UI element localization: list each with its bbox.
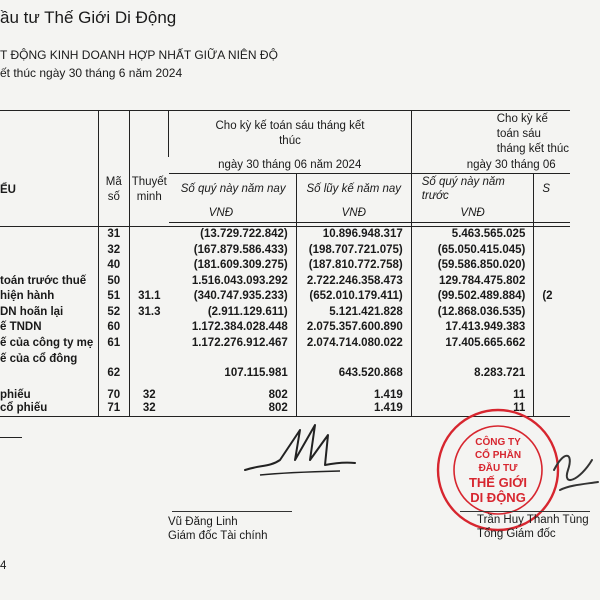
- ceo-name: Trần Huy Thanh Tùng: [477, 514, 589, 526]
- cfo-signature-line: [172, 511, 292, 512]
- row-label: ế của công ty mẹ: [0, 336, 94, 349]
- row-q-prior: 8.283.721: [411, 351, 534, 379]
- row-code: 62: [98, 351, 129, 379]
- prior-period-group-header: Cho kỳ kế toán sáu tháng kết thúc: [411, 111, 570, 158]
- row-q-current: 1.172.276.912.467: [191, 336, 288, 349]
- row-label: hiện hành: [0, 290, 55, 303]
- unit-ytd-current: VNĐ: [296, 204, 411, 223]
- ytd-current-header: Số lũy kế năm nay: [296, 174, 411, 205]
- q-prior-header: Số quý này năm trước: [411, 174, 534, 205]
- stamp-line-5: DI ĐỘNG: [470, 490, 526, 505]
- cfo-title: Giám đốc Tài chính: [168, 530, 268, 542]
- company-name: ầu tư Thế Giới Di Động: [0, 8, 177, 27]
- row-note: 32: [129, 401, 168, 417]
- cfo-name: Vũ Đăng Linh: [168, 516, 238, 528]
- row-q-prior: (65.050.415.045): [411, 242, 534, 258]
- current-period-date: ngày 30 tháng 06 năm 2024: [169, 157, 412, 174]
- row-ytd-prior: [534, 226, 570, 242]
- row-note: 32: [129, 379, 168, 401]
- row-q-prior: 17.413.949.383: [411, 320, 534, 336]
- row-code: 70: [98, 379, 129, 401]
- row-ytd-current: 2.722.246.358.473: [296, 273, 411, 289]
- row-label: toán trước thuế: [0, 274, 87, 287]
- stamp-line-4: THẾ GIỚI: [468, 475, 528, 490]
- row-ytd-prior: [534, 304, 570, 320]
- unit-ytd-prior: [534, 204, 570, 223]
- row-ytd-prior: [534, 379, 570, 401]
- row-label: [0, 226, 98, 242]
- row-note: [129, 242, 168, 258]
- row-q-prior: 17.405.665.662: [411, 335, 534, 351]
- row-q-current: 802: [169, 401, 297, 417]
- row-ytd-prior: [534, 242, 570, 258]
- table-row: [0, 351, 570, 379]
- row-q-current: 107.115.981: [224, 366, 288, 379]
- row-ytd-current: 1.419: [296, 401, 411, 417]
- row-code: 71: [98, 401, 129, 417]
- row-note: 31.3: [129, 304, 168, 320]
- row-q-prior: 129.784.475.802: [411, 273, 534, 289]
- report-title: T ĐỘNG KINH DOANH HỢP NHẤT GIỮA NIÊN ĐỘ: [0, 48, 278, 62]
- note-header: Thuyết minh: [129, 157, 168, 223]
- row-ytd-current: (198.707.721.075): [296, 242, 411, 258]
- unit-q-prior: VNĐ: [411, 204, 534, 223]
- prior-period-date: ngày 30 tháng 06: [411, 157, 570, 174]
- code-header: Mã số: [98, 157, 129, 223]
- item-header-top: [0, 111, 98, 158]
- ceo-title: Tổng Giám đốc: [477, 528, 556, 540]
- item-header: ỂU: [0, 183, 16, 196]
- table-row: [0, 335, 570, 351]
- row-code: 40: [98, 258, 129, 274]
- income-statement-table: [0, 110, 570, 417]
- row-note: [129, 226, 168, 242]
- code-header-top: [98, 111, 129, 158]
- row-ytd-current: 2.074.714.080.022: [296, 335, 411, 351]
- row-label: cổ phiếu: [0, 401, 98, 417]
- row-code: 51: [98, 289, 129, 305]
- cfo-signature: [240, 415, 360, 485]
- row-q-current: (181.609.309.275): [193, 259, 288, 272]
- row-ytd-current: 1.419: [296, 379, 411, 401]
- page-number-fragment: 4: [0, 560, 7, 572]
- ceo-signature: [550, 440, 600, 510]
- row-q-prior: 11: [411, 401, 534, 417]
- note-header-top: [129, 111, 168, 158]
- row-ytd-current: 2.075.357.600.890: [296, 320, 411, 336]
- row-ytd-current: 643.520.868: [296, 351, 411, 379]
- row-ytd-prior: [534, 351, 570, 379]
- row-ytd-prior: [534, 320, 570, 336]
- left-divider: [0, 437, 22, 438]
- row-code: 31: [98, 226, 129, 242]
- row-ytd-current: 10.896.948.317: [296, 226, 411, 242]
- ytd-prior-header: S: [534, 174, 570, 205]
- row-ytd-current: 5.121.421.828: [296, 304, 411, 320]
- table-row: [0, 226, 570, 242]
- row-label: ế TNDN: [0, 321, 42, 334]
- row-q-current: (167.879.586.433): [193, 243, 288, 256]
- row-ytd-prior: (2: [534, 289, 570, 305]
- row-q-prior: 5.463.565.025: [411, 226, 534, 242]
- row-code: 32: [98, 242, 129, 258]
- row-note: [129, 351, 168, 379]
- table-row: [0, 320, 570, 336]
- row-label: phiếu: [0, 388, 31, 401]
- table-row: [0, 289, 570, 305]
- stamp-line-1: CÔNG TY: [475, 437, 521, 448]
- row-ytd-prior: [534, 335, 570, 351]
- row-note: [129, 273, 168, 289]
- stamp-line-3: ĐẦU TƯ: [478, 463, 518, 474]
- row-q-current: 802: [268, 388, 288, 401]
- q-current-header: Số quý này năm nay: [180, 183, 286, 195]
- table-row: [0, 242, 570, 258]
- row-ytd-current: (187.810.772.758): [296, 258, 411, 274]
- row-note: [129, 335, 168, 351]
- row-label: ế của cổ đông: [0, 352, 78, 365]
- row-q-current: (340.747.935.233): [193, 290, 288, 303]
- row-note: [129, 320, 168, 336]
- row-code: 60: [98, 320, 129, 336]
- row-note: [129, 258, 168, 274]
- row-label: [0, 258, 98, 274]
- ceo-signature-line: [460, 511, 590, 512]
- row-ytd-prior: [534, 258, 570, 274]
- row-code: 61: [98, 335, 129, 351]
- row-q-current: (13.729.722.842): [200, 228, 288, 241]
- row-q-prior: (12.868.036.535): [411, 304, 534, 320]
- row-label: DN hoãn lại: [0, 305, 64, 318]
- row-q-prior: 11: [411, 379, 534, 401]
- stamp-line-2: CỔ PHẦN: [474, 450, 522, 461]
- row-code: 52: [98, 304, 129, 320]
- report-period: ết thúc ngày 30 tháng 6 năm 2024: [0, 66, 183, 80]
- table-row: [0, 258, 570, 274]
- table-row: [0, 273, 570, 289]
- row-ytd-prior: [534, 273, 570, 289]
- row-ytd-current: (652.010.179.411): [296, 289, 411, 305]
- row-note: 31.1: [129, 289, 168, 305]
- unit-q-current: VNĐ: [169, 204, 297, 223]
- row-q-current: 1.172.384.028.448: [191, 321, 288, 334]
- row-label: [0, 242, 98, 258]
- table-row: [0, 304, 570, 320]
- row-q-prior: (59.586.850.020): [411, 258, 534, 274]
- current-period-group-header: Cho kỳ kế toán sáu tháng kết thúc: [169, 111, 412, 158]
- table-row: [0, 379, 570, 401]
- row-q-prior: (99.502.489.884): [411, 289, 534, 305]
- row-q-current: 1.516.043.093.292: [191, 274, 288, 287]
- row-code: 50: [98, 273, 129, 289]
- row-q-current: (2.911.129.611): [207, 305, 288, 318]
